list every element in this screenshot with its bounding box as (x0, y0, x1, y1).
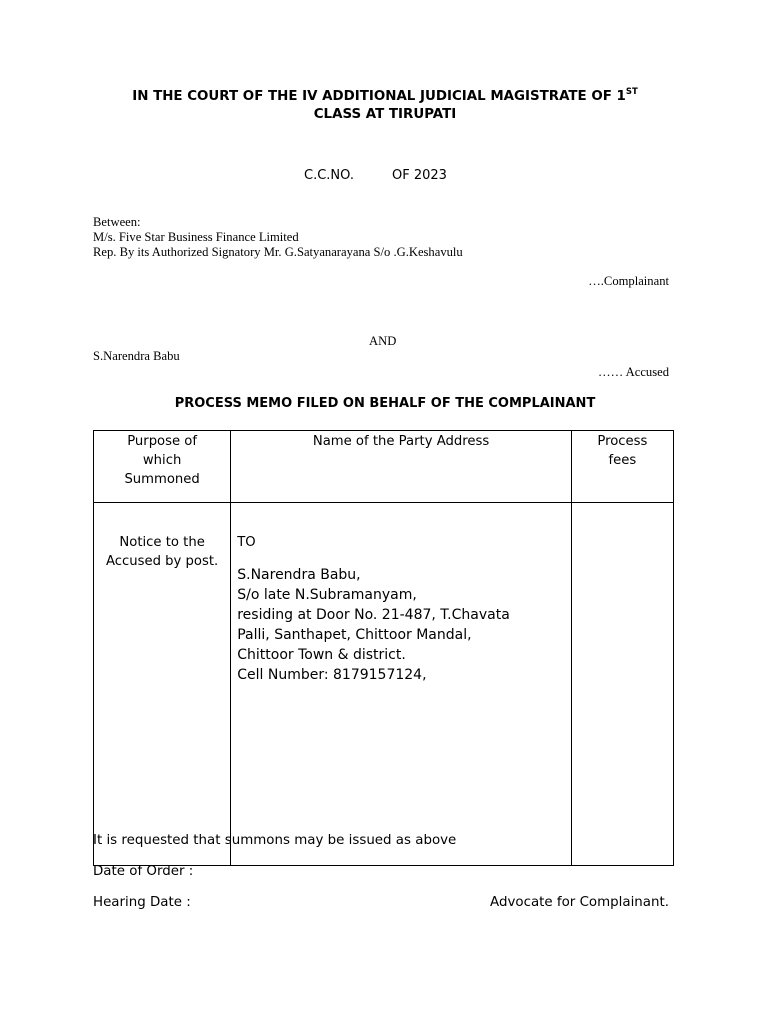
accused-role: …… Accused (598, 365, 669, 379)
process-memo-table (93, 430, 674, 866)
case-number (304, 168, 447, 183)
complainant-representative: Rep. By its Authorized Signatory Mr. G.Satyanarayana S/o .G.Keshavulu (93, 245, 463, 259)
header-process-fees: Process fees (571, 431, 673, 503)
table-header-row (94, 431, 674, 503)
fees-cell (571, 503, 673, 866)
summons-request: It is requested that summons may be issued as above (93, 833, 457, 848)
advocate-signature-label: Advocate for Complainant. (490, 895, 669, 910)
case-year: OF 2023 (391, 168, 447, 183)
between-label: Between: (93, 215, 141, 229)
address-line: residing at Door No. 21-487, T.Chavata (237, 607, 510, 623)
address-line: S.Narendra Babu, (237, 567, 361, 583)
address-line: Chittoor Town & district. (237, 647, 406, 663)
court-heading-line2: CLASS AT TIRUPATI (313, 107, 457, 122)
complainant-name: M/s. Five Star Business Finance Limited (93, 230, 299, 244)
address-line: S/o late N.Subramanyam, (237, 587, 417, 603)
parties-between (93, 215, 463, 260)
header-party-address: Name of the Party Address (231, 431, 572, 503)
header-purpose: Purpose of which Summoned (94, 431, 231, 503)
court-heading (60, 88, 710, 124)
memo-title: PROCESS MEMO FILED ON BEHALF OF THE COMPLAINANT (174, 396, 596, 411)
court-heading-line1: IN THE COURT OF THE IV ADDITIONAL JUDICIAL MAGISTRATE OF 1ST (132, 87, 638, 104)
to-label: TO (237, 535, 256, 550)
purpose-cell: Notice to the Accused by post. (94, 503, 231, 866)
date-of-order: Date of Order : (93, 864, 194, 879)
address-cell (231, 503, 572, 866)
hearing-date: Hearing Date : (93, 895, 191, 910)
address-line: Cell Number: 8179157124, (237, 667, 427, 683)
accused-name: S.Narendra Babu (93, 349, 180, 363)
and-label: AND (369, 334, 397, 348)
address-line: Palli, Santhapet, Chittoor Mandal, (237, 627, 472, 643)
cc-no-label: C.C.NO. (304, 168, 354, 183)
table-row (94, 503, 674, 866)
ordinal-superscript: ST (625, 87, 638, 97)
complainant-role: ….Complainant (588, 274, 669, 288)
